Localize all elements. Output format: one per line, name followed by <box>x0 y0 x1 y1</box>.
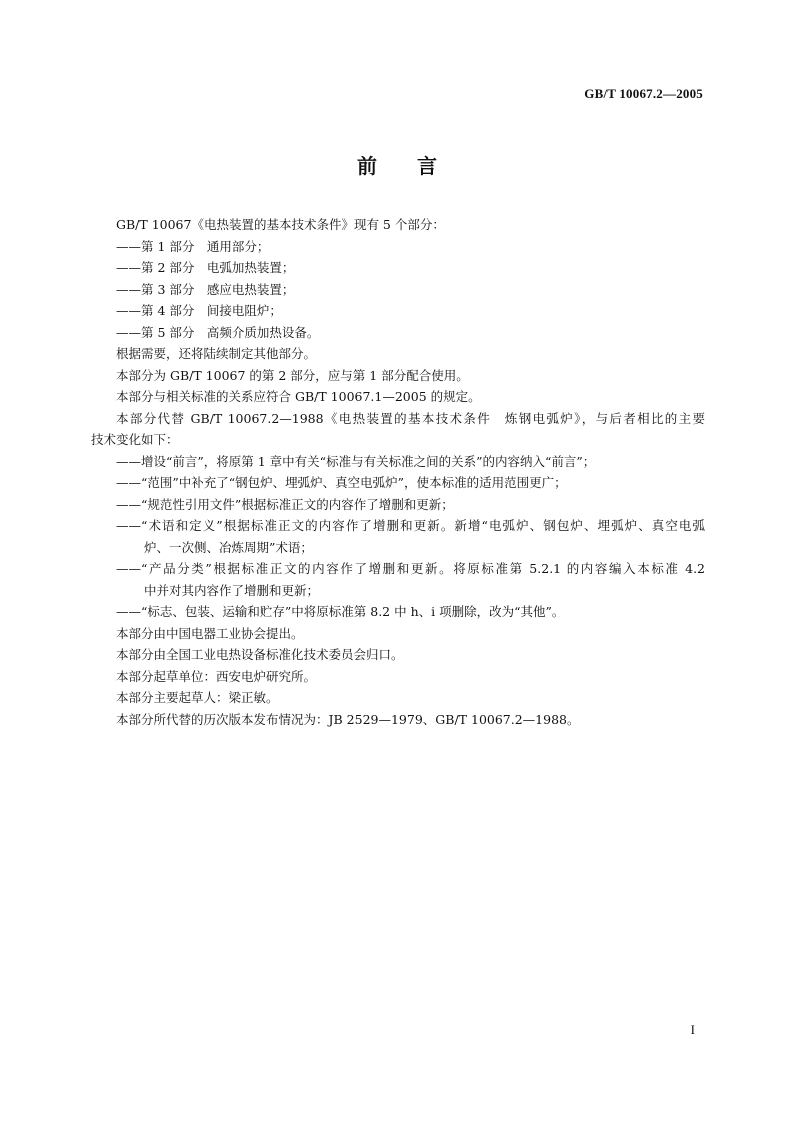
list-item-part-2: ——第 2 部分 电弧加热装置； <box>116 260 295 275</box>
paragraph-drafting-unit: 本部分起草单位：西安电炉研究所。 <box>116 668 317 684</box>
title-char-2: 言 <box>417 154 437 178</box>
paragraph-future-parts: 根据需要，还将陆续制定其他部分。 <box>116 346 317 361</box>
title-char-1: 前 <box>357 154 377 178</box>
change-item-classification-line-1: ——“产品分类”根据标准正文的内容作了增删和更新。将原标准第 5.2.1 的内容编入本标准 4.2 <box>116 561 705 576</box>
change-item-terms-line-2: 炉、一次侧、冶炼周期”术语； <box>144 539 313 555</box>
paragraph-relation: 本部分与相关标准的关系应符合 GB/T 10067.1—2005 的规定。 <box>116 389 481 404</box>
page-title <box>0 150 794 179</box>
document-code: GB/T 10067.2—2005 <box>584 86 703 101</box>
change-item-foreword: ——增设“前言”，将原第 1 章中有关“标准与有关标准之间的关系”的内容纳入“前言”； <box>116 453 596 469</box>
paragraph-replaces-line-2: 技术变化如下： <box>91 432 179 447</box>
list-item-part-4: ——第 4 部分 间接电阻炉； <box>116 303 282 318</box>
change-item-terms-line-1: ——“术语和定义”根据标准正文的内容作了增删和更新。新增“电弧炉、钢包炉、埋弧炉、真空电弧 <box>116 518 705 533</box>
paragraph-committee: 本部分由全国工业电热设备标准化技术委员会归口。 <box>116 647 404 662</box>
paragraph-replaces-line-1: 本部分代替 GB/T 10067.2—1988《电热装置的基本技术条件 炼钢电弧炉》，与后者相比的主要 <box>116 410 705 426</box>
paragraph-history: 本部分所代替的历次版本发布情况为：JB 2529—1979、GB/T 10067.2—1988。 <box>116 711 580 727</box>
foreword-body <box>91 214 705 730</box>
change-item-marking: ——“标志、包装、运输和贮存”中将原标准第 8.2 中 h、i 项删除，改为“其他”。 <box>116 604 565 619</box>
list-item-part-3: ——第 3 部分 感应电热装置； <box>116 281 295 297</box>
list-item-part-5: ——第 5 部分 高频介质加热设备。 <box>116 324 320 340</box>
paragraph-parts-intro: GB/T 10067《电热装置的基本技术条件》现有 5 个部分： <box>116 217 445 232</box>
change-item-references: ——“规范性引用文件”根据标准正文的内容作了增删和更新； <box>116 496 454 512</box>
page-number: I <box>690 1022 695 1037</box>
change-item-classification-line-2: 中并对其内容作了增删和更新； <box>144 582 320 598</box>
list-item-part-1: ——第 1 部分 通用部分； <box>116 238 270 254</box>
paragraph-proposed-by: 本部分由中国电器工业协会提出。 <box>116 625 304 641</box>
paragraph-part-scope: 本部分为 GB/T 10067 的第 2 部分，应与第 1 部分配合使用。 <box>116 367 469 383</box>
change-item-scope: ——“范围”中补充了“钢包炉、埋弧炉、真空电弧炉”，使本标准的适用范围更广； <box>116 475 567 490</box>
paragraph-drafter: 本部分主要起草人：梁正敏。 <box>116 690 279 705</box>
